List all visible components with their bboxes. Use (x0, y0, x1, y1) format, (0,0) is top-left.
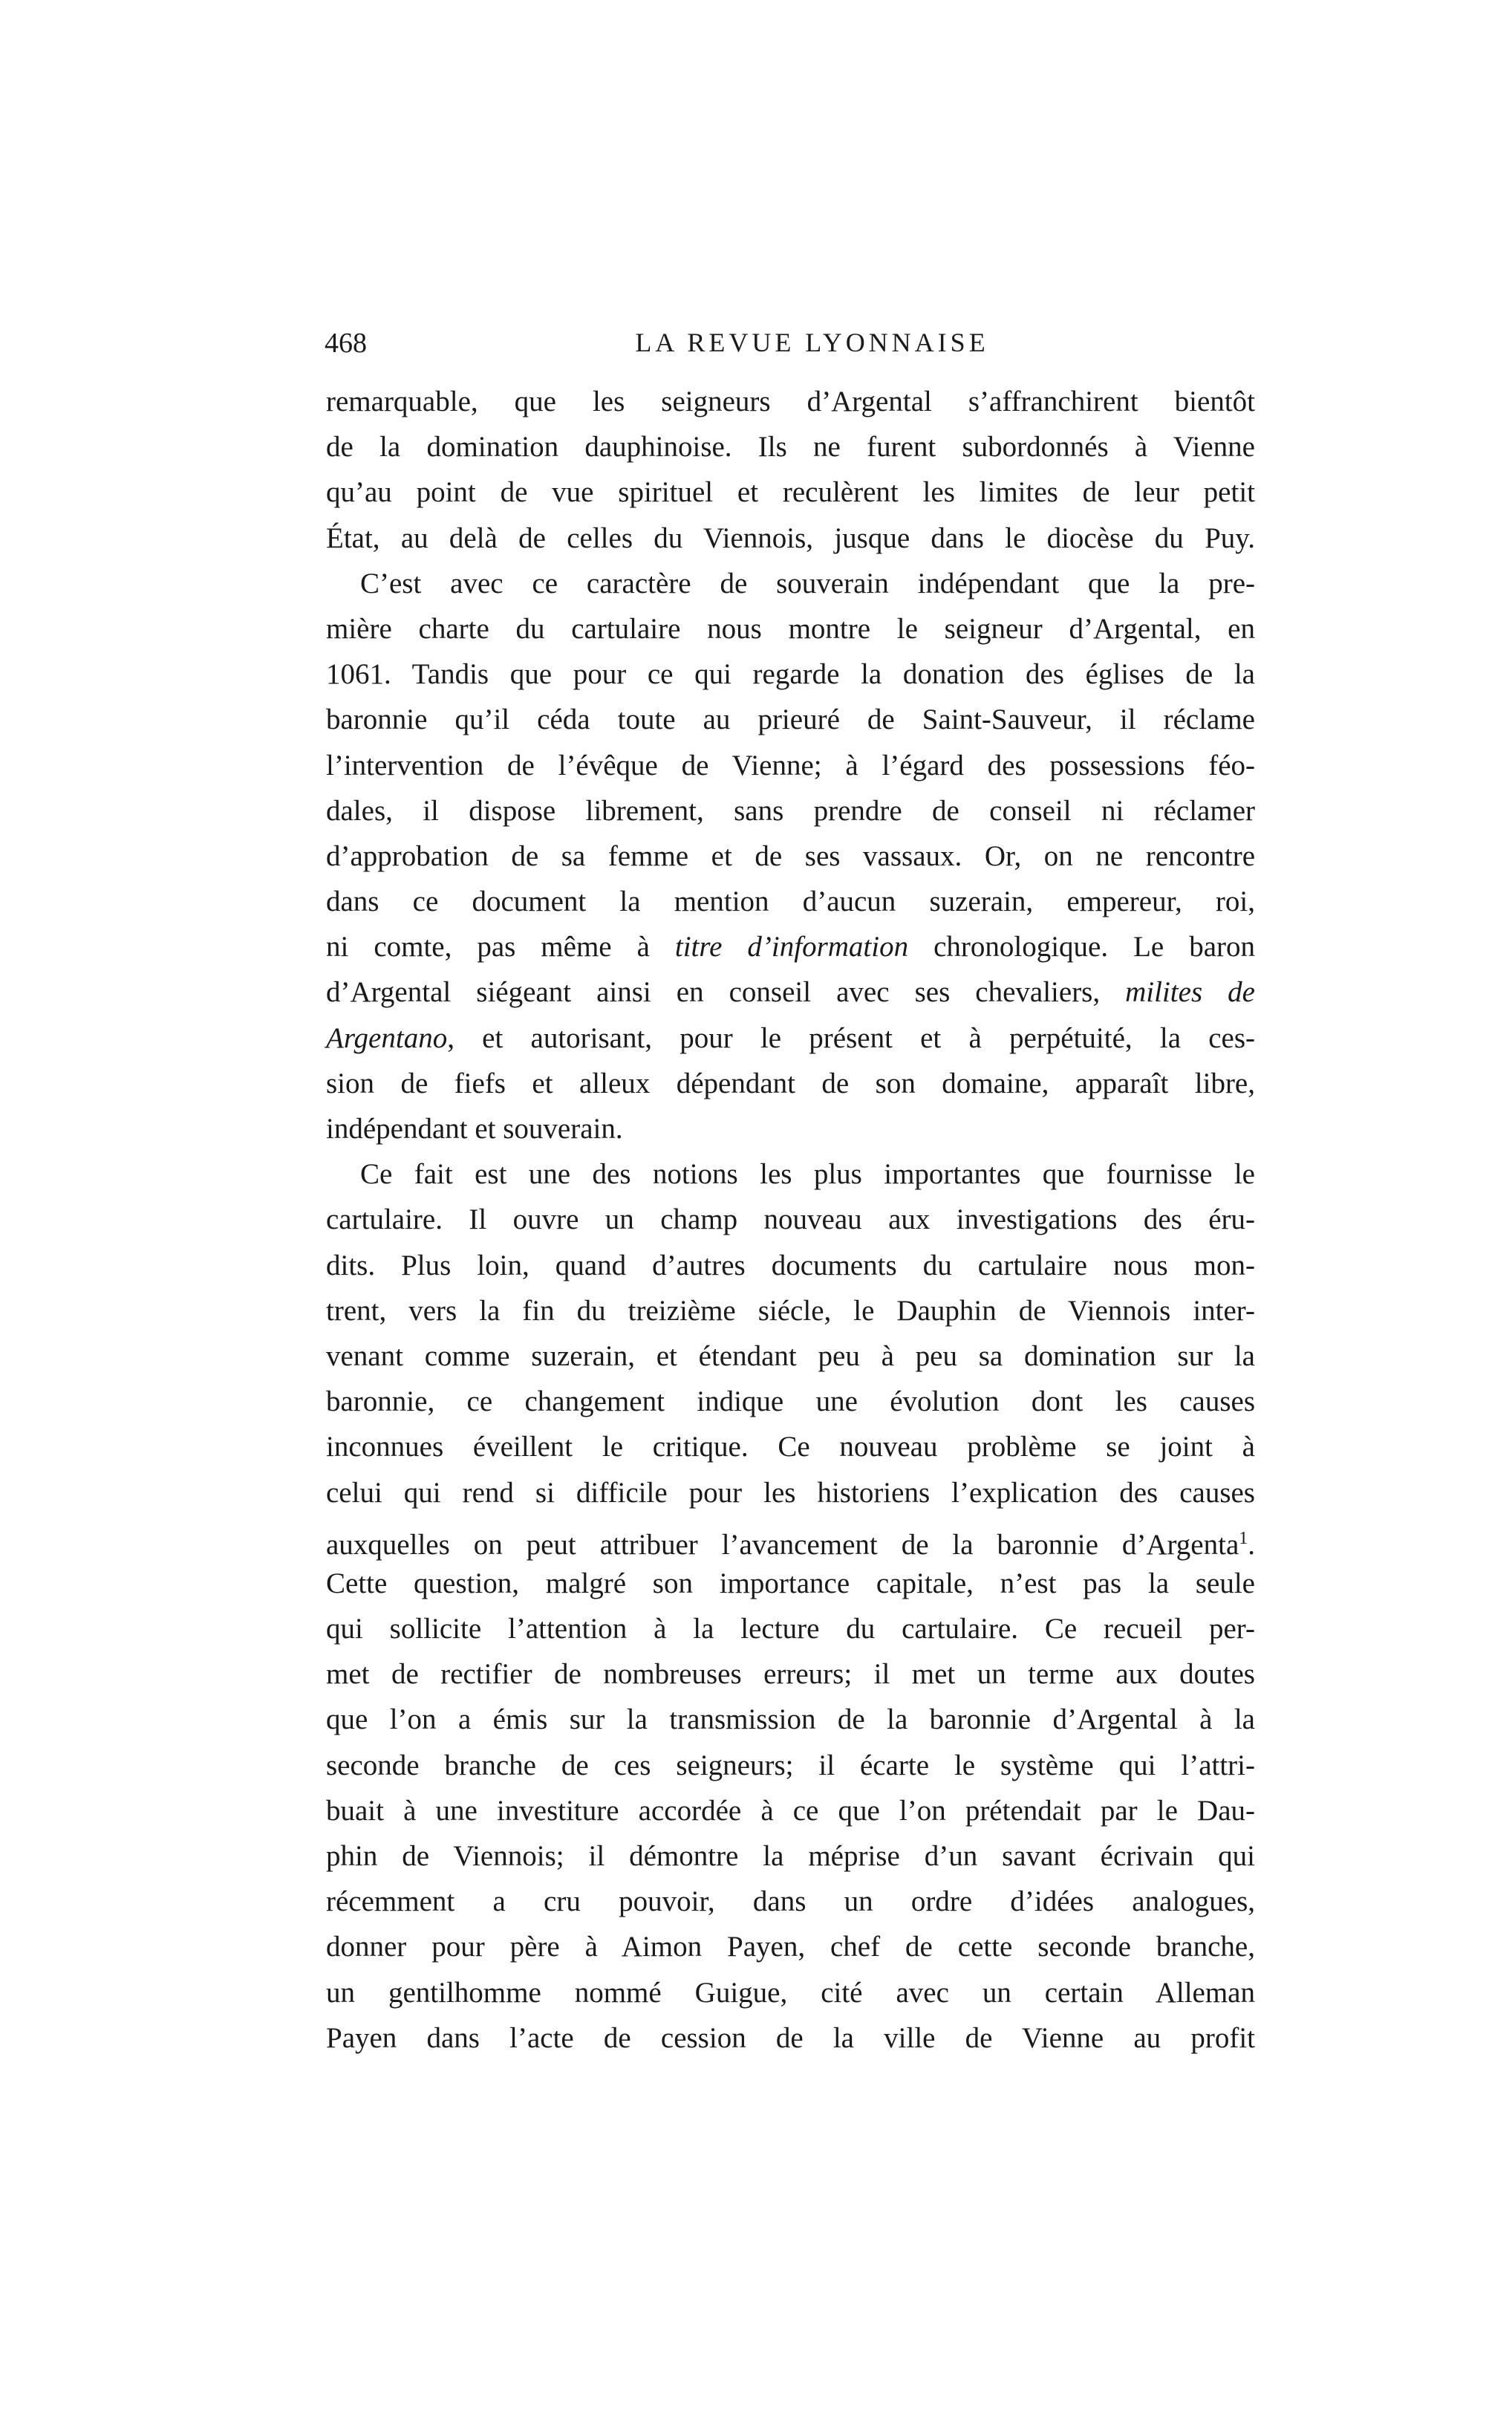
text-segment: chronologique. Le baron (908, 931, 1256, 963)
text-segment: un gentilhomme nommé Guigue, cité avec un certain Alleman (326, 1976, 1255, 2009)
text-segment: celui qui rend si difficile pour les historiens l’explication des causes (326, 1476, 1255, 1509)
text-line (326, 1065, 1255, 1110)
text-line (326, 655, 1255, 701)
text-segment: mière charte du cartulaire nous montre le seigneur d’Argental, en (326, 612, 1255, 645)
text-segment: dits. Plus loin, quand d’autres documents du cartulaire nous mon- (326, 1249, 1255, 1281)
text-segment: ni comte, pas même à (326, 931, 675, 963)
text-segment: 1061. Tandis que pour ce qui regarde la donation des églises de la (326, 658, 1255, 691)
text-line (326, 1247, 1255, 1292)
text-line (326, 1200, 1255, 1246)
text-segment: venant comme suzerain, et étendant peu à peu sa domination sur la (326, 1339, 1255, 1372)
italic-text: Argentano (326, 1021, 448, 1054)
text-segment: . (1248, 1528, 1255, 1561)
text-line (326, 1382, 1255, 1428)
text-segment: cartulaire. Il ouvre un champ nouveau aux investigations des éru- (326, 1203, 1255, 1236)
text-line (326, 1837, 1255, 1882)
text-line (326, 383, 1255, 428)
page-header (325, 327, 1255, 364)
text-line (326, 2019, 1255, 2064)
text-line (326, 1655, 1255, 1700)
text-line (326, 973, 1255, 1018)
text-segment: baronnie qu’il céda toute au prieuré de Saint-Sauveur, il réclame (326, 703, 1255, 736)
text-segment: trent, vers la fin du treizième siécle, le Dauphin de Viennois inter- (326, 1294, 1255, 1327)
text-line (326, 1428, 1255, 1473)
text-segment: de la domination dauphinoise. Ils ne furent subordonnés à Vienne (326, 431, 1255, 464)
text-segment: auxquelles on peut attribuer l’avancement de la baronnie d’Argenta (326, 1528, 1239, 1561)
text-line (326, 428, 1255, 473)
text-segment: dales, il dispose librement, sans prendre de conseil ni réclamer (326, 794, 1255, 827)
text-segment: phin de Viennois; il démontre la méprise d’un savant écrivain qui (326, 1840, 1255, 1872)
text-line (326, 1155, 1255, 1200)
text-line (326, 747, 1255, 792)
text-segment: que l’on a émis sur la transmission de la baronnie d’Argental à la (326, 1703, 1255, 1736)
text-segment: État, au delà de celles du Viennois, jusque dans le diocèse du Puy. (326, 521, 1255, 554)
text-line (326, 1519, 1255, 1564)
text-line (326, 1110, 1255, 1155)
text-line (326, 610, 1255, 655)
text-line (326, 837, 1255, 883)
text-segment: indépendant et souverain. (326, 1113, 623, 1145)
text-segment: seconde branche de ces seigneurs; il écarte le système qui l’attri- (326, 1749, 1255, 1781)
text-segment: Ce fait est une des notions les plus importantes que fournisse le (360, 1158, 1255, 1191)
text-line (326, 1337, 1255, 1382)
text-line (326, 883, 1255, 928)
body-text (326, 383, 1255, 2064)
text-line (326, 928, 1255, 973)
text-line (326, 1928, 1255, 1973)
running-title: LA REVUE LYONNAISE (635, 328, 989, 357)
text-line (326, 792, 1255, 837)
text-segment: baronnie, ce changement indique une évolution dont les causes (326, 1385, 1255, 1418)
text-segment: remarquable, que les seigneurs d’Argental s’affranchirent bientôt (326, 386, 1255, 417)
text-segment: récemment a cru pouvoir, dans un ordre d’idées analogues, (326, 1885, 1255, 1918)
text-segment: Payen dans l’acte de cession de la ville de Vienne au profit (326, 2021, 1255, 2054)
text-segment: , et autorisant, pour le présent et à perpétuité, la ces- (447, 1021, 1255, 1054)
text-segment: buait à une investiture accordée à ce que l’on prétendait par le Dau- (326, 1794, 1255, 1827)
text-segment: qui sollicite l’attention à la lecture du cartulaire. Ce recueil per- (326, 1613, 1255, 1645)
text-segment: sion de fiefs et alleux dépendant de son domaine, apparaît libre, (326, 1067, 1255, 1099)
text-line (326, 1700, 1255, 1746)
text-line (326, 1474, 1255, 1519)
text-line (326, 1610, 1255, 1655)
text-line (326, 519, 1255, 565)
text-line (326, 1792, 1255, 1837)
text-segment: donner pour père à Aimon Payen, chef de cette seconde branche, (326, 1931, 1255, 1963)
text-segment: met de rectifier de nombreuses erreurs; il met un terme aux doutes (326, 1658, 1255, 1691)
text-segment: d’approbation de sa femme et de ses vassaux. Or, on ne rencontre (326, 839, 1255, 872)
text-segment: inconnues éveillent le critique. Ce nouveau problème se joint à (326, 1431, 1255, 1463)
text-line (326, 565, 1255, 610)
page-number: 468 (325, 328, 367, 359)
text-line (326, 1564, 1255, 1610)
text-line (326, 1292, 1255, 1337)
text-segment: d’Argental siégeant ainsi en conseil avec ses chevaliers, (326, 976, 1126, 1009)
italic-text: milites de (1125, 976, 1255, 1009)
text-line (326, 473, 1255, 519)
text-line (326, 1882, 1255, 1928)
text-segment: dans ce document la mention d’aucun suzerain, empereur, roi, (326, 885, 1255, 918)
footnote-marker: 1 (1239, 1528, 1248, 1548)
text-segment: C’est avec ce caractère de souverain indépendant que la pre- (360, 567, 1255, 599)
text-segment: qu’au point de vue spirituel et reculèrent les limites de leur petit (326, 476, 1255, 509)
text-segment: l’intervention de l’évêque de Vienne; à l’égard des possessions féo- (326, 749, 1255, 781)
text-line (326, 1019, 1255, 1065)
text-line (326, 701, 1255, 746)
italic-text: titre d’information (674, 931, 909, 963)
text-line (326, 1974, 1255, 2019)
text-line (326, 1746, 1255, 1792)
text-segment: Cette question, malgré son importance capitale, n’est pas la seule (326, 1567, 1255, 1599)
